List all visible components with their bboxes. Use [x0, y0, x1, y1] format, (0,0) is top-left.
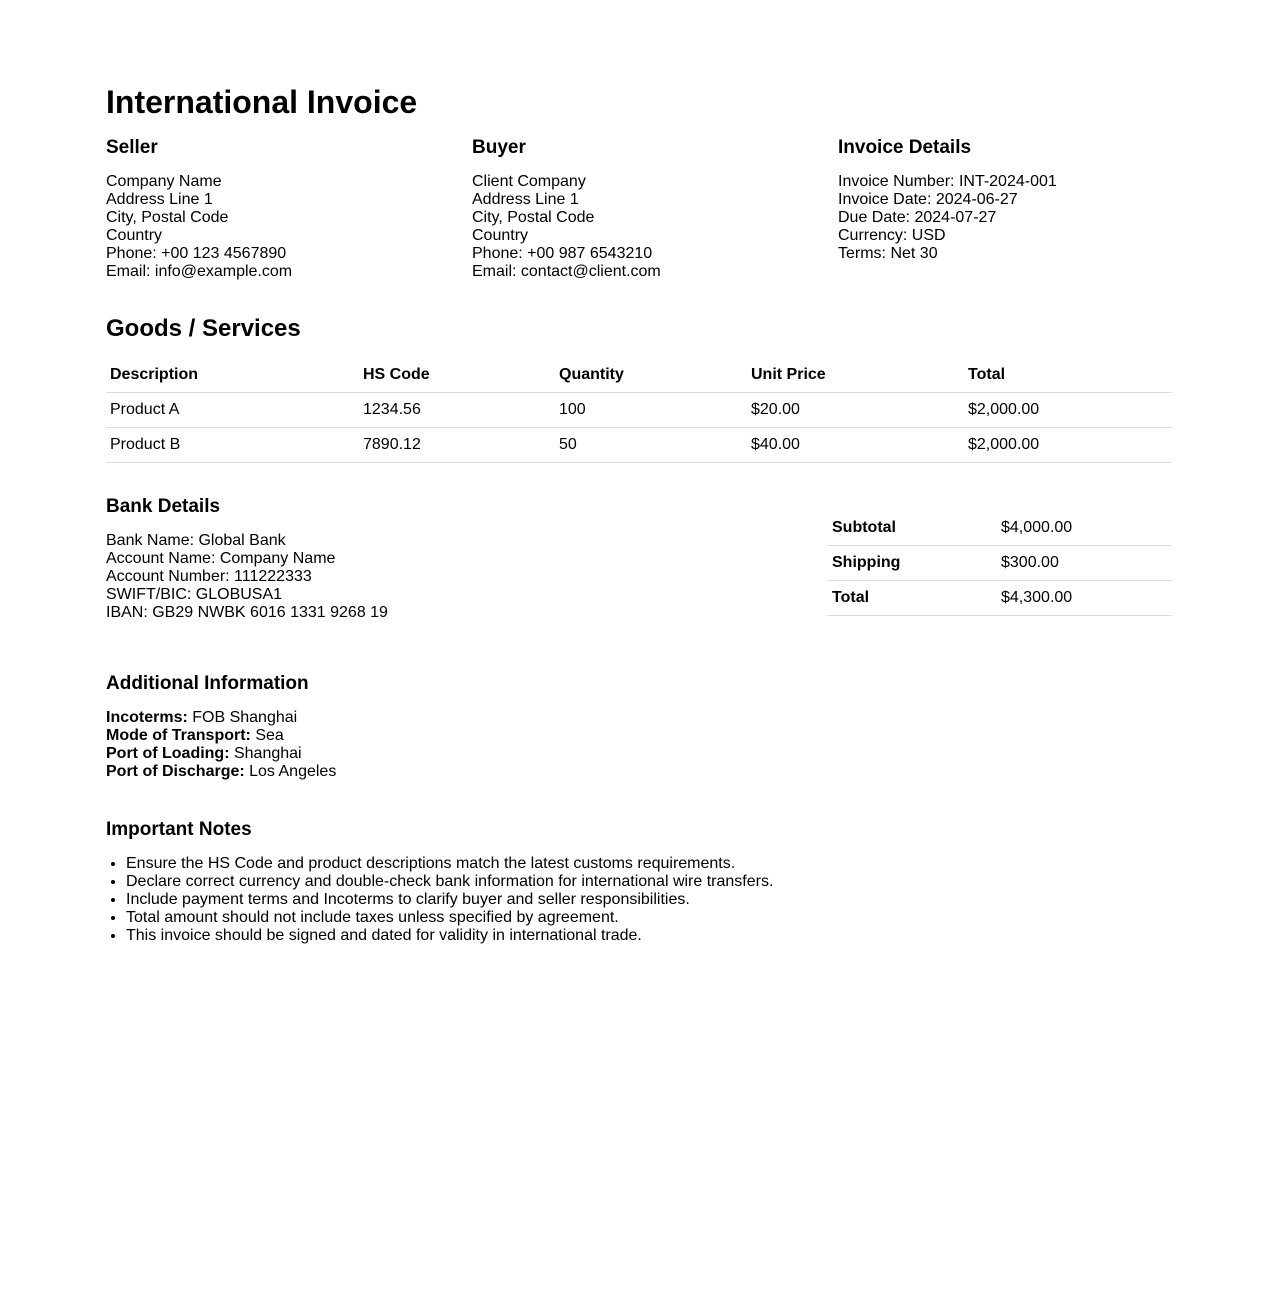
item-description: Product B: [106, 428, 359, 463]
buyer-line: Address Line 1: [472, 191, 579, 208]
shipping-row: [827, 546, 1172, 581]
payment-terms: Terms: Net 30: [838, 245, 938, 262]
item-total: $2,000.00: [964, 393, 1172, 428]
item-description: Product A: [106, 393, 359, 428]
item-total: $2,000.00: [964, 428, 1172, 463]
table-row: [106, 393, 1172, 428]
swift-bic: SWIFT/BIC: GLOBUSA1: [106, 586, 283, 603]
seller-block: [106, 137, 446, 281]
account-name: Account Name: Company Name: [106, 550, 336, 567]
totals-value: $4,000.00: [996, 511, 1172, 546]
incoterms-line: [106, 709, 706, 727]
invoice-date: Invoice Date: 2024-06-27: [838, 191, 1018, 208]
totals-label: Total: [827, 581, 996, 616]
seller-line: Company Name: [106, 173, 222, 190]
additional-info-block: [106, 673, 706, 781]
bank-details-block: [106, 496, 706, 622]
column-header: HS Code: [359, 358, 555, 393]
buyer-phone: Phone: +00 987 6543210: [472, 245, 653, 262]
loading-port-line: [106, 745, 706, 763]
loading-port-value: Shanghai: [229, 745, 302, 762]
goods-heading: Goods / Services: [106, 315, 301, 342]
totals-label: Subtotal: [827, 511, 996, 546]
buyer-line: City, Postal Code: [472, 209, 595, 226]
list-item: • Total amount should not include taxes unless specified by agreement.: [126, 909, 1006, 927]
seller-line: Country: [106, 227, 163, 244]
seller-heading: Seller: [106, 137, 158, 158]
invoice-details-heading: Invoice Details: [838, 137, 972, 158]
grand-total-row: [827, 581, 1172, 616]
item-unit-price: $40.00: [747, 428, 964, 463]
subtotal-row: [827, 511, 1172, 546]
due-date: Due Date: 2024-07-27: [838, 209, 997, 226]
item-unit-price: $20.00: [747, 393, 964, 428]
seller-line: Address Line 1: [106, 191, 213, 208]
currency: Currency: USD: [838, 227, 946, 244]
buyer-line: Country: [472, 227, 529, 244]
buyer-line: Client Company: [472, 173, 586, 190]
notes-list: [106, 855, 1006, 945]
incoterms-value: FOB Shanghai: [187, 709, 298, 726]
bank-name: Bank Name: Global Bank: [106, 532, 286, 549]
totals-label: Shipping: [827, 546, 996, 581]
item-hs-code: 1234.56: [359, 393, 555, 428]
iban: IBAN: GB29 NWBK 6016 1331 9268 19: [106, 604, 388, 621]
discharge-port-label: Port of Discharge:: [106, 763, 245, 780]
item-quantity: 100: [555, 393, 747, 428]
column-header: Quantity: [555, 358, 747, 393]
column-header: Description: [106, 358, 359, 393]
bank-details-heading: Bank Details: [106, 496, 221, 517]
totals-table: [827, 511, 1172, 616]
seller-email: Email: info@example.com: [106, 263, 293, 280]
goods-table: [106, 358, 1172, 463]
column-header: Unit Price: [747, 358, 964, 393]
table-row: [106, 428, 1172, 463]
important-notes-heading: Important Notes: [106, 819, 252, 840]
transport-line: [106, 727, 706, 745]
list-item: • Include payment terms and Incoterms to clarify buyer and seller responsibilities.: [126, 891, 1006, 909]
important-notes-block: [106, 819, 1006, 945]
buyer-block: [472, 137, 812, 281]
item-quantity: 50: [555, 428, 747, 463]
account-number: Account Number: 111222333: [106, 568, 312, 585]
column-header: Total: [964, 358, 1172, 393]
list-item: • This invoice should be signed and dated for validity in international trade.: [126, 927, 1006, 945]
seller-line: City, Postal Code: [106, 209, 229, 226]
discharge-port-line: [106, 763, 706, 781]
list-item: • Ensure the HS Code and product descriptions match the latest customs requirements.: [126, 855, 1006, 873]
buyer-email: Email: contact@client.com: [472, 263, 661, 280]
discharge-port-value: Los Angeles: [244, 763, 337, 780]
additional-info-heading: Additional Information: [106, 673, 309, 694]
totals-value: $4,300.00: [996, 581, 1172, 616]
invoice-title: International Invoice: [106, 84, 418, 120]
transport-value: Sea: [250, 727, 284, 744]
loading-port-label: Port of Loading:: [106, 745, 230, 762]
totals-value: $300.00: [996, 546, 1172, 581]
buyer-heading: Buyer: [472, 137, 526, 158]
transport-label: Mode of Transport:: [106, 727, 251, 744]
invoice-details-block: [838, 137, 1178, 263]
goods-header-row: [106, 358, 1172, 393]
incoterms-label: Incoterms:: [106, 709, 188, 726]
seller-phone: Phone: +00 123 4567890: [106, 245, 287, 262]
item-hs-code: 7890.12: [359, 428, 555, 463]
list-item: • Declare correct currency and double-check bank information for international wire transfers.: [126, 873, 1006, 891]
invoice-number: Invoice Number: INT-2024-001: [838, 173, 1057, 190]
